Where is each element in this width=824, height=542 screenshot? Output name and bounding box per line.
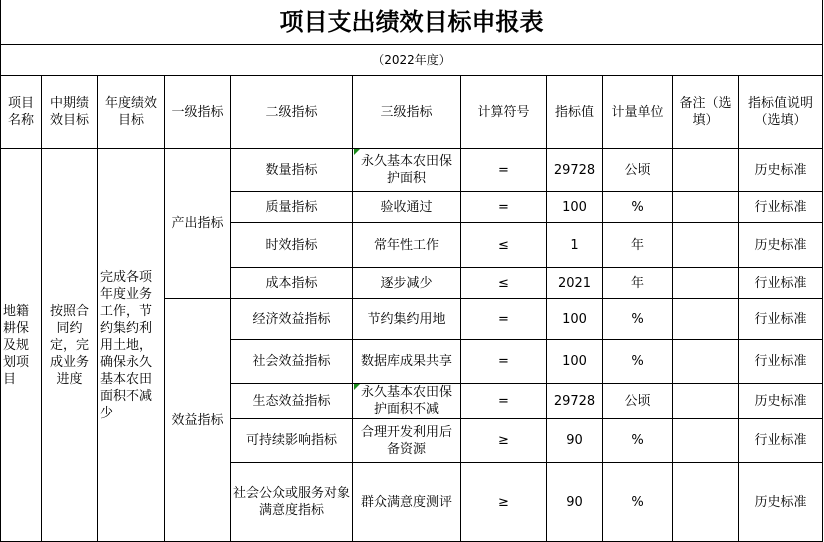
- page-title: 项目支出绩效目标申报表: [1, 0, 823, 45]
- header-cell: 一级指标: [165, 76, 231, 149]
- level2-cell: 成本指标: [231, 268, 353, 299]
- level2-cell: 社会公众或服务对象满意度指标: [231, 463, 353, 542]
- level3-cell: 数据库成果共享: [353, 340, 461, 384]
- value-cell: 29728: [547, 384, 603, 419]
- desc-cell: 行业标准: [739, 268, 823, 299]
- level3-cell: 节约集约用地: [353, 299, 461, 340]
- header-cell: 指标值说明（选填）: [739, 76, 823, 149]
- unit-cell: %: [603, 340, 673, 384]
- note-cell: [673, 149, 739, 192]
- unit-cell: %: [603, 419, 673, 463]
- unit-cell: %: [603, 192, 673, 223]
- symbol-cell: ≥: [461, 419, 547, 463]
- level2-cell: 数量指标: [231, 149, 353, 192]
- level3-cell: 群众满意度测评: [353, 463, 461, 542]
- unit-cell: %: [603, 463, 673, 542]
- note-cell: [673, 384, 739, 419]
- level3-cell: 逐步减少: [353, 268, 461, 299]
- value-cell: 90: [547, 463, 603, 542]
- value-cell: 90: [547, 419, 603, 463]
- symbol-cell: =: [461, 149, 547, 192]
- header-row: [1, 76, 823, 149]
- level3-cell: 常年性工作: [353, 223, 461, 268]
- header-cell: 三级指标: [353, 76, 461, 149]
- level2-cell: 质量指标: [231, 192, 353, 223]
- level2-cell: 可持续影响指标: [231, 419, 353, 463]
- desc-cell: 历史标准: [739, 463, 823, 542]
- level3-cell: 合理开发利用后备资源: [353, 419, 461, 463]
- header-cell: 计量单位: [603, 76, 673, 149]
- symbol-cell: =: [461, 299, 547, 340]
- level1-output-cell: 产出指标: [165, 149, 231, 299]
- unit-cell: 公顷: [603, 384, 673, 419]
- value-cell: 100: [547, 340, 603, 384]
- value-cell: 100: [547, 192, 603, 223]
- level2-cell: 经济效益指标: [231, 299, 353, 340]
- symbol-cell: ≥: [461, 463, 547, 542]
- value-cell: 2021: [547, 268, 603, 299]
- desc-cell: 行业标准: [739, 419, 823, 463]
- note-cell: [673, 268, 739, 299]
- comment-marker-icon: [354, 384, 360, 390]
- level1-benefit-cell: 效益指标: [165, 299, 231, 542]
- symbol-cell: =: [461, 340, 547, 384]
- symbol-cell: ≤: [461, 268, 547, 299]
- year-label: （2022年度）: [1, 45, 823, 76]
- desc-cell: 历史标准: [739, 149, 823, 192]
- level3-text: 永久基本农田保护面积不减: [360, 385, 452, 417]
- table-row: [1, 149, 823, 192]
- note-cell: [673, 223, 739, 268]
- note-cell: [673, 192, 739, 223]
- header-cell: 项目名称: [1, 76, 42, 149]
- desc-cell: 历史标准: [739, 223, 823, 268]
- value-cell: 29728: [547, 149, 603, 192]
- note-cell: [673, 419, 739, 463]
- header-cell: 指标值: [547, 76, 603, 149]
- mid-term-goal-cell: 按照合同约定，完成业务进度: [42, 149, 98, 542]
- project-name-cell: 地籍耕保及规划项目: [1, 149, 42, 542]
- note-cell: [673, 299, 739, 340]
- symbol-cell: =: [461, 192, 547, 223]
- desc-cell: 行业标准: [739, 192, 823, 223]
- level3-cell: [353, 149, 461, 192]
- symbol-cell: ≤: [461, 223, 547, 268]
- comment-marker-icon: [354, 149, 360, 155]
- header-cell: 备注（选填）: [673, 76, 739, 149]
- desc-cell: 历史标准: [739, 384, 823, 419]
- header-cell: 中期绩效目标: [42, 76, 98, 149]
- header-cell: 年度绩效目标: [98, 76, 165, 149]
- level2-cell: 生态效益指标: [231, 384, 353, 419]
- header-cell: 二级指标: [231, 76, 353, 149]
- symbol-cell: =: [461, 384, 547, 419]
- unit-cell: %: [603, 299, 673, 340]
- level2-cell: 社会效益指标: [231, 340, 353, 384]
- level3-text: 永久基本农田保护面积: [360, 154, 452, 186]
- level3-cell: 验收通过: [353, 192, 461, 223]
- desc-cell: 行业标准: [739, 340, 823, 384]
- header-cell: 计算符号: [461, 76, 547, 149]
- unit-cell: 公顷: [603, 149, 673, 192]
- unit-cell: 年: [603, 223, 673, 268]
- unit-cell: 年: [603, 268, 673, 299]
- level2-cell: 时效指标: [231, 223, 353, 268]
- note-cell: [673, 340, 739, 384]
- annual-goal-cell: 完成各项年度业务工作，节约集约利用土地，确保永久基本农田面积不减少: [98, 149, 165, 542]
- value-cell: 1: [547, 223, 603, 268]
- value-cell: 100: [547, 299, 603, 340]
- level3-cell: [353, 384, 461, 419]
- desc-cell: 行业标准: [739, 299, 823, 340]
- note-cell: [673, 463, 739, 542]
